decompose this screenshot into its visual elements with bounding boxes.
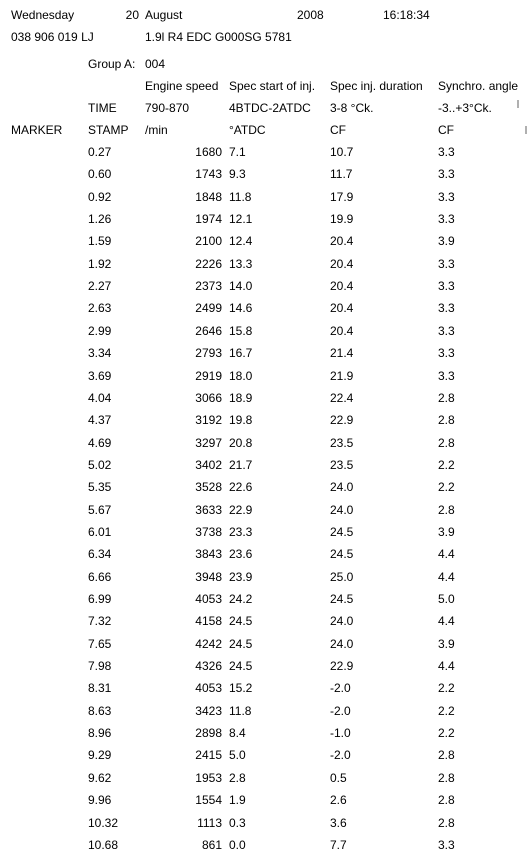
start-of-injection-cell: 22.9 (229, 503, 253, 517)
synchro-angle-cell: 3.3 (438, 212, 455, 226)
start-of-injection-cell: 12.1 (229, 212, 253, 226)
engine-speed-cell: 3066 (195, 391, 222, 405)
injection-duration-cell: -2.0 (330, 748, 351, 762)
table-row (0, 369, 530, 383)
start-of-injection-cell: 23.9 (229, 570, 253, 584)
start-of-injection-cell: 18.9 (229, 391, 253, 405)
synchro-angle-cell: 4.4 (438, 659, 455, 673)
engine-speed-cell: 4158 (195, 614, 222, 628)
table-row (0, 592, 530, 606)
engine-speed-cell: 3948 (195, 570, 222, 584)
table-row (0, 391, 530, 405)
table-row (0, 704, 530, 718)
engine-speed-cell: 1953 (195, 771, 222, 785)
table-row (0, 257, 530, 271)
header-day: Wednesday (11, 8, 75, 22)
time-stamp-cell: 6.01 (88, 525, 112, 539)
injection-duration-cell: 24.5 (330, 525, 354, 539)
table-row (0, 816, 530, 830)
synchro-angle-cell: 2.2 (438, 681, 455, 695)
table-row (0, 145, 530, 159)
time-stamp-cell: 10.32 (88, 816, 119, 830)
table-row (0, 212, 530, 226)
table-row (0, 503, 530, 517)
time-stamp-cell: 9.62 (88, 771, 112, 785)
start-of-injection-cell: 8.4 (229, 726, 246, 740)
synchro-angle-cell: 2.8 (438, 413, 455, 427)
engine-speed-cell: 4053 (195, 592, 222, 606)
injection-duration-cell: 2.6 (330, 793, 347, 807)
injection-duration-cell: 20.4 (330, 279, 354, 293)
time-stamp-cell: 6.99 (88, 592, 112, 606)
table-row (0, 748, 530, 762)
engine-speed-cell: 2226 (195, 257, 222, 271)
time-stamp-cell: 0.92 (88, 190, 112, 204)
synchro-angle-cell: 2.8 (438, 748, 455, 762)
engine-speed-cell: 1743 (195, 167, 222, 181)
header-date-number: 20 (125, 8, 139, 22)
synchro-angle-cell: 2.2 (438, 704, 455, 718)
synchro-angle-cell: 3.3 (438, 167, 455, 181)
injection-duration-cell: 24.0 (330, 614, 354, 628)
synchro-angle-cell: 3.9 (438, 234, 455, 248)
start-of-injection-cell: 24.5 (229, 637, 253, 651)
start-of-injection-cell: 19.8 (229, 413, 253, 427)
injection-duration-cell: 22.4 (330, 391, 354, 405)
table-row (0, 324, 530, 338)
time-stamp-cell: 8.96 (88, 726, 112, 740)
table-row (0, 413, 530, 427)
injection-duration-cell: 20.4 (330, 257, 354, 271)
engine-speed-cell: 2499 (195, 301, 222, 315)
start-of-injection-cell: 22.6 (229, 480, 253, 494)
synchro-angle-cell: 3.3 (438, 145, 455, 159)
injection-duration-cell: 21.4 (330, 346, 354, 360)
injection-duration-cell: 20.4 (330, 324, 354, 338)
time-stamp-cell: 8.63 (88, 704, 112, 718)
injection-duration-cell: 20.4 (330, 234, 354, 248)
engine-speed-cell: 1554 (195, 793, 222, 807)
start-of-injection-cell: 5.0 (229, 748, 246, 762)
time-stamp-cell: 9.29 (88, 748, 112, 762)
time-stamp-cell: 7.65 (88, 637, 112, 651)
start-of-injection-cell: 2.8 (229, 771, 246, 785)
table-row (0, 659, 530, 673)
engine-speed-cell: 3297 (195, 436, 222, 450)
col-synchro-spec: -3..+3°Ck. (438, 101, 492, 115)
col-spec-start-title: Spec start of inj. (229, 79, 316, 93)
engine-speed-cell: 3528 (195, 480, 222, 494)
time-stamp-cell: 4.37 (88, 413, 112, 427)
time-stamp-cell: 0.27 (88, 145, 112, 159)
synchro-angle-cell: 4.4 (438, 614, 455, 628)
start-of-injection-cell: 15.8 (229, 324, 253, 338)
time-stamp-cell: 1.59 (88, 234, 112, 248)
engine-speed-cell: 2793 (195, 346, 222, 360)
synchro-angle-cell: 3.3 (438, 369, 455, 383)
engine-speed-cell: 3423 (195, 704, 222, 718)
engine-speed-cell: 1113 (197, 816, 222, 830)
table-row (0, 771, 530, 785)
header-month: August (145, 8, 183, 22)
col-spec-duration-title: Spec inj. duration (330, 79, 423, 93)
col-synchro-unit: CF (438, 123, 454, 137)
injection-duration-cell: 10.7 (330, 145, 354, 159)
start-of-injection-cell: 23.3 (229, 525, 253, 539)
engine-speed-cell: 2898 (195, 726, 222, 740)
col-spec-duration-unit: CF (330, 123, 346, 137)
time-stamp-cell: 6.66 (88, 570, 112, 584)
time-stamp-cell: 2.63 (88, 301, 112, 315)
injection-duration-cell: 23.5 (330, 436, 354, 450)
table-row (0, 838, 530, 852)
start-of-injection-cell: 16.7 (229, 346, 253, 360)
start-of-injection-cell: 9.3 (229, 167, 246, 181)
injection-duration-cell: 20.4 (330, 301, 354, 315)
col-synchro-title: Synchro. angle (438, 79, 519, 93)
synchro-angle-cell: 5.0 (438, 592, 455, 606)
start-of-injection-cell: 0.3 (229, 816, 246, 830)
synchro-angle-cell: 2.8 (438, 793, 455, 807)
injection-duration-cell: 22.9 (330, 413, 354, 427)
time-stamp-cell: 5.35 (88, 480, 112, 494)
table-row (0, 279, 530, 293)
header-time: 16:18:34 (383, 8, 430, 22)
time-stamp-cell: 2.27 (88, 279, 112, 293)
injection-duration-cell: 21.9 (330, 369, 354, 383)
time-stamp-cell: 3.34 (88, 346, 112, 360)
injection-duration-cell: 24.0 (330, 637, 354, 651)
start-of-injection-cell: 23.6 (229, 547, 253, 561)
injection-duration-cell: 24.5 (330, 547, 354, 561)
engine-speed-cell: 2373 (195, 279, 222, 293)
synchro-angle-cell: 2.2 (438, 458, 455, 472)
engine-speed-cell: 3402 (195, 458, 222, 472)
start-of-injection-cell: 24.5 (229, 659, 253, 673)
engine-speed-cell: 1680 (195, 145, 222, 159)
time-stamp-cell: 3.69 (88, 369, 112, 383)
engine-speed-cell: 3843 (195, 547, 222, 561)
start-of-injection-cell: 7.1 (229, 145, 246, 159)
engine-speed-cell: 4053 (195, 681, 222, 695)
table-row (0, 681, 530, 695)
synchro-angle-cell: 4.4 (438, 547, 455, 561)
table-row (0, 480, 530, 494)
time-stamp-cell: 7.32 (88, 614, 112, 628)
start-of-injection-cell: 14.6 (229, 301, 253, 315)
col-spec-start-spec: 4BTDC-2ATDC (229, 101, 311, 115)
start-of-injection-cell: 0.0 (229, 838, 246, 852)
start-of-injection-cell: 21.7 (229, 458, 253, 472)
engine-speed-cell: 1848 (195, 190, 222, 204)
synchro-angle-cell: 2.8 (438, 391, 455, 405)
injection-duration-cell: 3.6 (330, 816, 347, 830)
table-row (0, 547, 530, 561)
synchro-angle-cell: 2.8 (438, 436, 455, 450)
engine-description: 1.9l R4 EDC G000SG 5781 (145, 30, 292, 44)
injection-duration-cell: 11.7 (330, 167, 353, 181)
table-row (0, 793, 530, 807)
col-time-label: TIME (88, 101, 117, 115)
table-row (0, 614, 530, 628)
injection-duration-cell: 7.7 (330, 838, 347, 852)
table-row (0, 525, 530, 539)
injection-duration-cell: 24.5 (330, 592, 354, 606)
col-engine-speed-title: Engine speed (145, 79, 219, 93)
synchro-angle-cell: 3.3 (438, 838, 455, 852)
table-row (0, 167, 530, 181)
injection-duration-cell: -2.0 (330, 704, 351, 718)
injection-duration-cell: 25.0 (330, 570, 354, 584)
table-row (0, 190, 530, 204)
time-stamp-cell: 6.34 (88, 547, 112, 561)
time-stamp-cell: 8.31 (88, 681, 112, 695)
time-stamp-cell: 5.02 (88, 458, 112, 472)
table-row (0, 570, 530, 584)
time-stamp-cell: 1.26 (88, 212, 112, 226)
header-year: 2008 (297, 8, 324, 22)
start-of-injection-cell: 13.3 (229, 257, 253, 271)
engine-speed-cell: 3192 (195, 413, 222, 427)
synchro-angle-cell: 4.4 (438, 570, 455, 584)
col-engine-speed-unit: /min (145, 123, 168, 137)
synchro-angle-cell: 2.2 (438, 726, 455, 740)
engine-speed-cell: 3633 (195, 503, 222, 517)
group-value: 004 (145, 57, 166, 71)
start-of-injection-cell: 14.0 (229, 279, 253, 293)
synchro-angle-cell: 3.3 (438, 346, 455, 360)
col-spec-start-unit: °ATDC (229, 123, 266, 137)
injection-duration-cell: 24.0 (330, 503, 354, 517)
injection-duration-cell: 0.5 (330, 771, 347, 785)
synchro-angle-cell: 3.9 (438, 637, 455, 651)
synchro-angle-cell: 2.8 (438, 816, 455, 830)
injection-duration-cell: 19.9 (330, 212, 354, 226)
engine-speed-cell: 2646 (195, 324, 222, 338)
col-spec-duration-spec: 3-8 °Ck. (330, 101, 374, 115)
start-of-injection-cell: 15.2 (229, 681, 253, 695)
time-stamp-cell: 7.98 (88, 659, 112, 673)
injection-duration-cell: 23.5 (330, 458, 354, 472)
time-stamp-cell: 2.99 (88, 324, 112, 338)
time-stamp-cell: 5.67 (88, 503, 112, 517)
start-of-injection-cell: 12.4 (229, 234, 253, 248)
synchro-angle-cell: 2.2 (438, 480, 455, 494)
engine-speed-cell: 3738 (195, 525, 222, 539)
time-stamp-cell: 4.69 (88, 436, 112, 450)
engine-speed-cell: 861 (201, 838, 222, 852)
start-of-injection-cell: 24.5 (229, 614, 253, 628)
start-of-injection-cell: 24.2 (229, 592, 253, 606)
table-row (0, 458, 530, 472)
synchro-angle-cell: 3.3 (438, 257, 455, 271)
injection-duration-cell: 22.9 (330, 659, 354, 673)
time-stamp-cell: 10.68 (88, 838, 119, 852)
start-of-injection-cell: 11.8 (229, 704, 252, 718)
start-of-injection-cell: 11.8 (229, 190, 252, 204)
time-stamp-cell: 4.04 (88, 391, 112, 405)
synchro-angle-cell: 3.3 (438, 190, 455, 204)
synchro-angle-cell: 3.3 (438, 324, 455, 338)
engine-speed-cell: 2919 (195, 369, 222, 383)
start-of-injection-cell: 20.8 (229, 436, 253, 450)
table-row (0, 301, 530, 315)
part-number: 038 906 019 LJ (11, 30, 94, 44)
engine-speed-cell: 2415 (195, 748, 222, 762)
start-of-injection-cell: 18.0 (229, 369, 253, 383)
engine-speed-cell: 4326 (195, 659, 222, 673)
col-marker-label: MARKER (11, 123, 63, 137)
table-row (0, 726, 530, 740)
col-engine-speed-spec: 790-870 (145, 101, 190, 115)
synchro-angle-cell: 3.3 (438, 301, 455, 315)
injection-duration-cell: 24.0 (330, 480, 354, 494)
synchro-angle-cell: 2.8 (438, 503, 455, 517)
start-of-injection-cell: 1.9 (229, 793, 246, 807)
time-stamp-cell: 0.60 (88, 167, 112, 181)
group-label: Group A: (88, 57, 136, 71)
synchro-angle-cell: 3.3 (438, 279, 455, 293)
table-row (0, 346, 530, 360)
injection-duration-cell: -1.0 (330, 726, 351, 740)
time-stamp-cell: 1.92 (88, 257, 112, 271)
injection-duration-cell: 17.9 (330, 190, 354, 204)
engine-speed-cell: 2100 (195, 234, 222, 248)
engine-speed-cell: 1974 (195, 212, 222, 226)
synchro-angle-cell: 3.9 (438, 525, 455, 539)
table-row (0, 436, 530, 450)
time-stamp-cell: 9.96 (88, 793, 112, 807)
injection-duration-cell: -2.0 (330, 681, 351, 695)
synchro-angle-cell: 2.8 (438, 771, 455, 785)
col-stamp-label: STAMP (88, 123, 129, 137)
table-row (0, 234, 530, 248)
engine-speed-cell: 4242 (195, 637, 222, 651)
table-row (0, 637, 530, 651)
